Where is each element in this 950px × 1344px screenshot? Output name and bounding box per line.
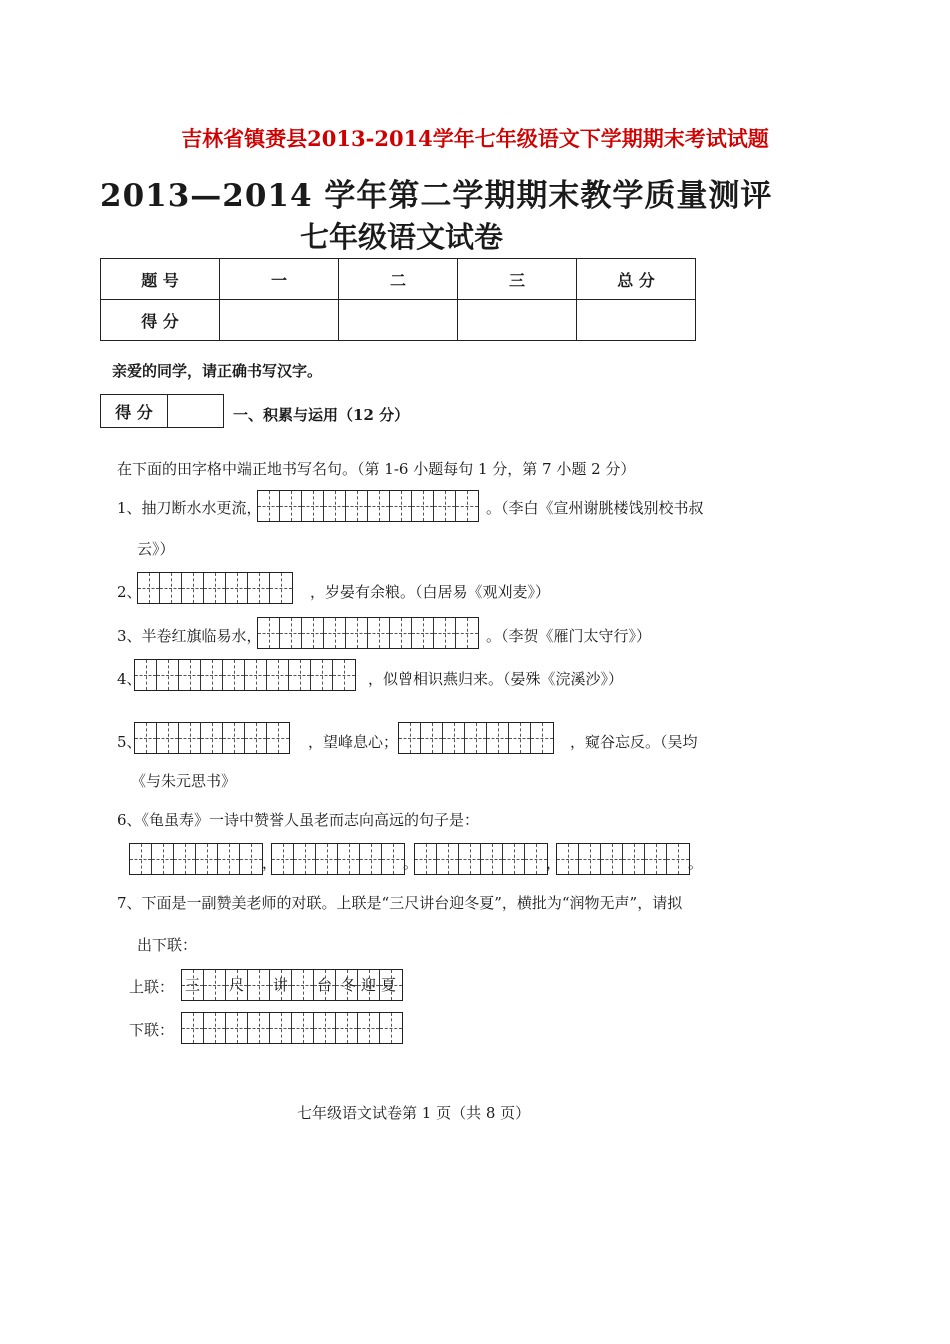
q2-suffix: ，岁晏有余粮。（白居易《观刈麦》）: [310, 583, 551, 601]
lower-couplet-grid[interactable]: [181, 1012, 403, 1044]
q6-grid-1[interactable]: [129, 843, 263, 875]
q5-suffix: ，窥谷忘反。（吴均: [570, 733, 698, 751]
q6-sep: ，: [546, 854, 562, 872]
couplet-char: 冬: [341, 976, 357, 994]
q5-prefix: 5、: [117, 733, 142, 751]
section-score-label: 得 分: [101, 395, 168, 427]
q2-grid[interactable]: [137, 572, 293, 604]
couplet-char: 三: [184, 976, 200, 994]
score-header-cell: 总 分: [577, 259, 696, 300]
q6-sep: 。: [688, 854, 704, 872]
q3-grid[interactable]: [257, 617, 479, 649]
q4-prefix: 4、: [117, 670, 142, 688]
greeting: 亲爱的同学，请正确书写汉字。: [112, 362, 323, 380]
section-score-box: [100, 394, 224, 428]
upper-couplet-grid: [181, 969, 403, 1001]
q1-grid[interactable]: [257, 490, 479, 522]
section-score-blank[interactable]: [168, 395, 223, 427]
q1-prefix: 1、抽刀断水水更流，: [117, 499, 262, 517]
q6-grid-3[interactable]: [414, 843, 548, 875]
exam-title: 2013—2014 学年第二学期期末教学质量测评: [100, 178, 773, 214]
q3-suffix: 。（李贺《雁门太守行》）: [486, 627, 652, 645]
q6-text: 6、《龟虽寿》一诗中赞誉人虽老而志向高远的句子是：: [117, 811, 480, 829]
instruction: 在下面的田字格中端正地书写名句。（第 1-6 小题每句 1 分，第 7 小题 2 分）: [117, 460, 636, 478]
q5-mid: ，望峰息心；: [308, 733, 399, 751]
q6-sep: ，: [262, 854, 278, 872]
couplet-char: 讲: [272, 976, 288, 994]
q4-suffix: ，似曾相识燕归来。（晏殊《浣溪沙》）: [368, 670, 624, 688]
q2-prefix: 2、: [117, 583, 142, 601]
score-header-cell: 题 号: [101, 259, 220, 300]
q6-grid-2[interactable]: [271, 843, 405, 875]
q7-cont: 出下联：: [137, 936, 198, 954]
upper-couplet-label: 上联：: [129, 978, 175, 996]
q3-prefix: 3、半卷红旗临易水，: [117, 627, 262, 645]
q7-text: 7、下面是一副赞美老师的对联。上联是“三尺讲台迎冬夏”，横批为“润物无声”，请拟: [117, 894, 683, 912]
score-blank-cell[interactable]: [339, 300, 458, 341]
couplet-char: 尺: [228, 976, 244, 994]
q4-grid[interactable]: [134, 659, 356, 691]
score-blank-cell[interactable]: [220, 300, 339, 341]
score-blank-cell[interactable]: [458, 300, 577, 341]
q5-grid-2[interactable]: [398, 722, 554, 754]
page-footer: 七年级语文试卷第 1 页（共 8 页）: [297, 1104, 531, 1122]
score-header-cell: 一: [220, 259, 339, 300]
score-header-cell: 二: [339, 259, 458, 300]
section1-title: 一、积累与运用（12 分）: [233, 406, 410, 424]
score-row-label: 得 分: [101, 300, 220, 341]
score-table: [100, 258, 696, 341]
q1-suffix: 。（李白《宣州谢朓楼饯别校书叔: [486, 499, 704, 517]
q6-sep: 。: [403, 854, 419, 872]
q5-cont: 《与朱元思书》: [131, 772, 237, 790]
couplet-char: 台: [316, 976, 332, 994]
exam-subtitle: 七年级语文试卷: [300, 220, 504, 254]
couplet-char: 迎: [360, 976, 376, 994]
couplet-char: 夏: [381, 976, 397, 994]
q1-cont: 云》）: [137, 540, 175, 558]
q5-grid-1[interactable]: [134, 722, 290, 754]
lower-couplet-label: 下联：: [129, 1021, 175, 1039]
header-title: 吉林省镇赉县2013-2014学年七年级语文下学期期末考试试题: [181, 126, 769, 151]
q6-grid-4[interactable]: [556, 843, 690, 875]
score-blank-cell[interactable]: [577, 300, 696, 341]
score-header-cell: 三: [458, 259, 577, 300]
